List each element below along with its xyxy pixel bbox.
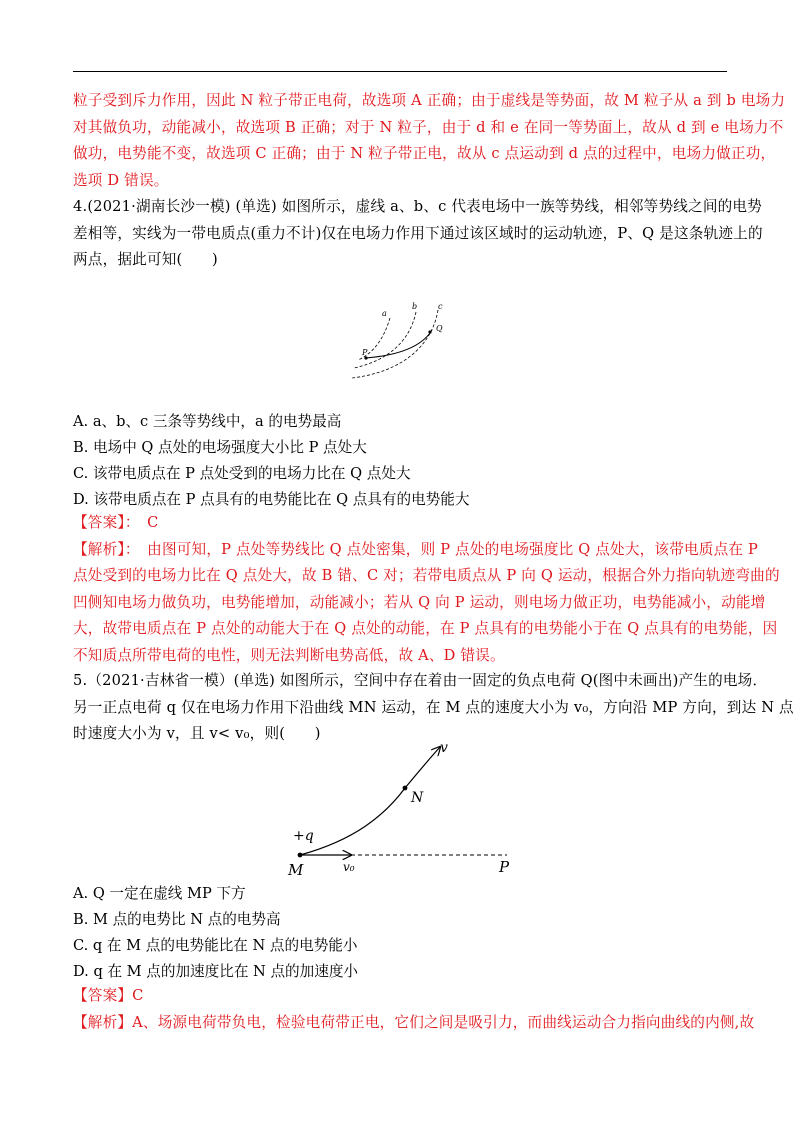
q5-analysis-line: 【解析】A、场源电荷带负电，检验电荷带正电，它们之间是吸引力，而曲线运动合力指向曲线的内侧,故	[73, 1013, 755, 1031]
q4-answer-block	[73, 510, 780, 669]
q4-answer: 【答案】： C	[73, 514, 159, 531]
q5-trajectory-figure	[285, 740, 517, 878]
point-m-dot	[298, 853, 303, 858]
label-b: b	[412, 302, 418, 311]
q4-stem-line: 4.(2021·湖南长沙一模) (单选) 如图所示，虚线 a、b、c 代表电场中一族等势线，相邻等势线之间的电势	[73, 198, 763, 215]
q5-answer: 【答案】C	[73, 987, 144, 1004]
q5-option-d: D. q 在 M 点的加速度比在 N 点的加速度小	[73, 963, 359, 980]
label-m: M	[288, 861, 304, 878]
q4-stem-line: 两点，据此可知( )	[73, 251, 218, 268]
prev-explanation-line: 对其做负功，动能减小，故选项 B 正确；对于 N 粒子，由于 d 和 e 在同一等势面上，故从 d 到 e 电场力不	[73, 118, 784, 136]
q4-analysis-line: 【解析】： 由图可知，P 点处等势线比 Q 点处密集，则 P 点处的电场强度比 Q 点处大，该带电质点在 P	[73, 540, 759, 558]
label-p: P	[362, 348, 368, 357]
q4-option-d: D. 该带电质点在 P 点具有的电势能比在 Q 点具有的电势能大	[73, 491, 470, 508]
label-c: c	[438, 302, 443, 311]
prev-explanation-line: 选项 D 错误。	[73, 171, 169, 189]
q5-stem	[73, 668, 794, 748]
point-n-dot	[403, 786, 408, 791]
q5-answer-block	[73, 983, 755, 1036]
q4-option-b: B. 电场中 Q 点处的电场强度大小比 P 点处大	[73, 439, 367, 456]
q5-stem-line: 时速度大小为 v，且 v< v₀，则( )	[73, 725, 321, 742]
q4-analysis-line: 凹侧知电场力做负功，电势能增加，动能减小；若从 Q 向 P 运动，则电场力做正功，电势能减小，动能增	[73, 593, 766, 611]
label-q: Q	[436, 324, 443, 333]
label-q-charge: +q	[293, 828, 314, 844]
q5-option-b: B. M 点的电势比 N 点的电势高	[73, 911, 281, 928]
prev-explanation-line: 粒子受到斥力作用，因此 N 粒子带正电荷，故选项 A 正确；由于虚线是等势面，故 M 粒子从 a 到 b 电场力	[73, 92, 786, 109]
q5-option-a: A. Q 一定在虚线 MP 下方	[73, 885, 246, 902]
equipotential-line-b	[354, 312, 416, 368]
label-v: v	[440, 740, 448, 756]
prev-explanation-line: 做功，电势能不变，故选项 C 正确；由于 N 粒子带正电，故从 c 点运动到 d 点的过程中，电场力做正功，	[73, 145, 776, 162]
q4-option-a: A. a、b、c 三条等势线中，a 的电势最高	[73, 413, 342, 430]
label-a: a	[382, 309, 387, 318]
q4-analysis-line: 点处受到的电场力比在 Q 点处大，故 B 错、C 对；若带电质点从 P 向 Q 运动，根据合外力指向轨迹弯曲的	[73, 567, 780, 584]
q5-stem-line: 5.（2021·吉林省一模）(单选) 如图所示，空间中存在着由一固定的负点电荷 Q(图中未画出)产生的电场．	[73, 672, 768, 689]
point-q-dot	[428, 330, 431, 333]
q4-stem	[73, 194, 763, 274]
header-rule	[73, 71, 727, 72]
label-v0: v₀	[343, 860, 355, 874]
q4-analysis-line: 大，故带电质点在 P 点处的动能大于在 Q 点处的动能，在 P 点具有的电势能小于在 Q 点具有的电势能，因	[73, 620, 778, 637]
q4-analysis-line: 不知质点所带电荷的电性，则无法判断电势高低，故 A、D 错误。	[73, 646, 505, 664]
q4-option-c: C. 该带电质点在 P 点处受到的电场力比在 Q 点处大	[73, 465, 411, 482]
label-n: N	[411, 790, 424, 806]
q5-option-c: C. q 在 M 点的电势能比在 N 点的电势能小	[73, 937, 358, 954]
equipotential-line-c	[352, 310, 438, 378]
trajectory-curve	[366, 330, 432, 358]
prev-explanation	[73, 88, 786, 194]
q5-stem-line: 另一正点电荷 q 仅在电场力作用下沿曲线 MN 运动，在 M 点的速度大小为 v₀，方向沿 MP 方向，到达 N 点	[73, 698, 794, 716]
q4-equipotential-figure	[350, 298, 450, 380]
q4-stem-line: 差相等，实线为一带电质点(重力不计)仅在电场力作用下通过该区域时的运动轨迹，P、Q 是这条轨迹上的	[73, 224, 763, 242]
label-p: P	[499, 858, 510, 876]
